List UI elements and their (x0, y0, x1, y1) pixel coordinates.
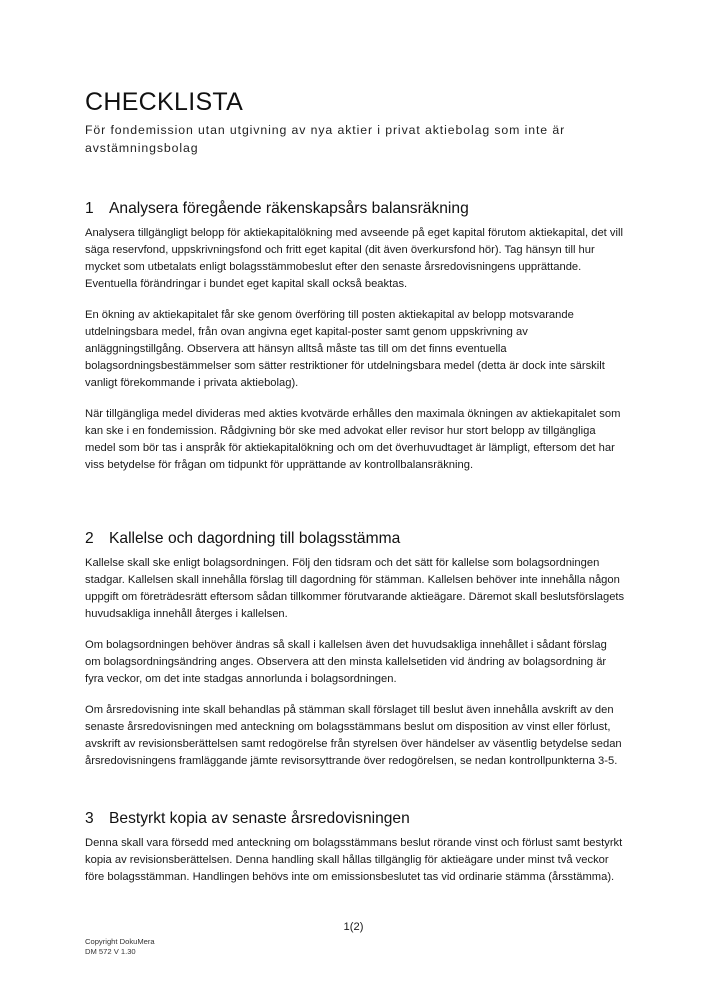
paragraph: Kallelse skall ske enligt bolagsordningen. Följ den tidsram och det sätt för kallelse som bolagsordningen stadgar. Kallelsen skall innehålla förslag till dagordning för stämman. Kallelsen behöver inte innehålla någon uppgift om företrädesrätt eftersom sådan tillkommer förutvarande aktieägare. Däremot skall beslutsförslagets huvudsakliga innehåll återges i kallelsen. (85, 557, 625, 620)
section-number: 3 (85, 810, 94, 827)
paragraph: En ökning av aktiekapitalet får ske genom överföring till posten aktiekapital av belopp motsvarande utdelningsbara medel, från ovan angivna eget kapital-poster samt genom uppskrivning av anläggningstillgång. Observera att hänsyn alltså måste tas till om det finns eventuella bolagsordningsbestämmelser som sätter restriktioner för utdelningsbara medel (detta är dock inte särskilt vanligt förekommande i privata aktiebolag). (85, 309, 605, 389)
section-heading (85, 809, 625, 829)
footer-doc-id: DM 572 V 1.30 (85, 947, 136, 956)
section-1 (85, 199, 625, 488)
paragraph: Analysera tillgängligt belopp för aktiekapitalökning med avseende på eget kapital förutom aktiekapital, det vill säga reservfond, uppskrivningsfond och fritt eget kapital (dit även överkursfond hör). Tag hänsyn till hur mycket som utbetalats enligt bolagsstämmobeslut efter den senaste årsredovisningens upprättande. Eventuella förändringar i bundet eget kapital skall också beaktas. (85, 227, 623, 290)
section-number: 2 (85, 530, 94, 547)
footer (85, 937, 155, 957)
section-title: Bestyrkt kopia av senaste årsredovisningen (109, 810, 410, 827)
paragraph: Om bolagsordningen behöver ändras så skall i kallelsen även det huvudsakliga innehållet i sådant förslag om bolagsordningsändring anges. Observera att den minsta kallelsetiden vid ändring av bolagsordning är fyra veckor, om det inte stadgas annorlunda i bolagsordningen. (85, 639, 607, 685)
section-title: Kallelse och dagordning till bolagsstämma (109, 530, 401, 547)
document-title: CHECKLISTA (85, 88, 244, 116)
section-number: 1 (85, 200, 94, 217)
section-2 (85, 529, 625, 784)
section-title: Analysera föregående räkenskapsårs balansräkning (109, 200, 469, 217)
page-number: 1(2) (343, 921, 364, 933)
paragraph: Denna skall vara försedd med anteckning om bolagsstämmans beslut rörande vinst och förlust samt bestyrkt kopia av revisionsberättelsen. Denna handling skall hållas tillgänglig för aktieägare under minst två veckor före bolagsstämman. Handlingen behövs inte om emissionsbeslutet tas vid ordinarie stämma (årsstämma). (85, 837, 623, 883)
section-heading (85, 529, 625, 549)
document-subtitle: För fondemission utan utgivning av nya aktier i privat aktiebolag som inte är avstämningsbolag (85, 123, 566, 155)
paragraph: Om årsredovisning inte skall behandlas på stämman skall förslaget till beslut även innehålla avskrift av den senaste årsredovisningen med anteckning om bolagsstämmans beslut om disposition av vinst eller förlust, avskrift av revisionsberättelsen samt redogörelse från styrelsen över händelser av väsentlig betydelse sedan årsredovisningens framläggande jämte revisorsyttrande över redogörelsen, se nedan kontrollpunkterna 3-5. (85, 704, 622, 767)
paragraph: När tillgängliga medel divideras med akties kvotvärde erhålles den maximala ökningen av aktiekapitalet som kan ske i en fondemission. Rådgivning bör ske med advokat eller revisor hur stort belopp av tillgängliga medel som bör tas i anspråk för aktiekapitalökning och om det överhuvudtaget är lämpligt, eftersom det har viss betydelse för frågan om tidpunkt för upprättande av kontrollbalansräkning. (85, 408, 621, 471)
section-3 (85, 809, 625, 900)
section-heading (85, 199, 625, 219)
footer-copyright: Copyright DokuMera (85, 937, 155, 946)
